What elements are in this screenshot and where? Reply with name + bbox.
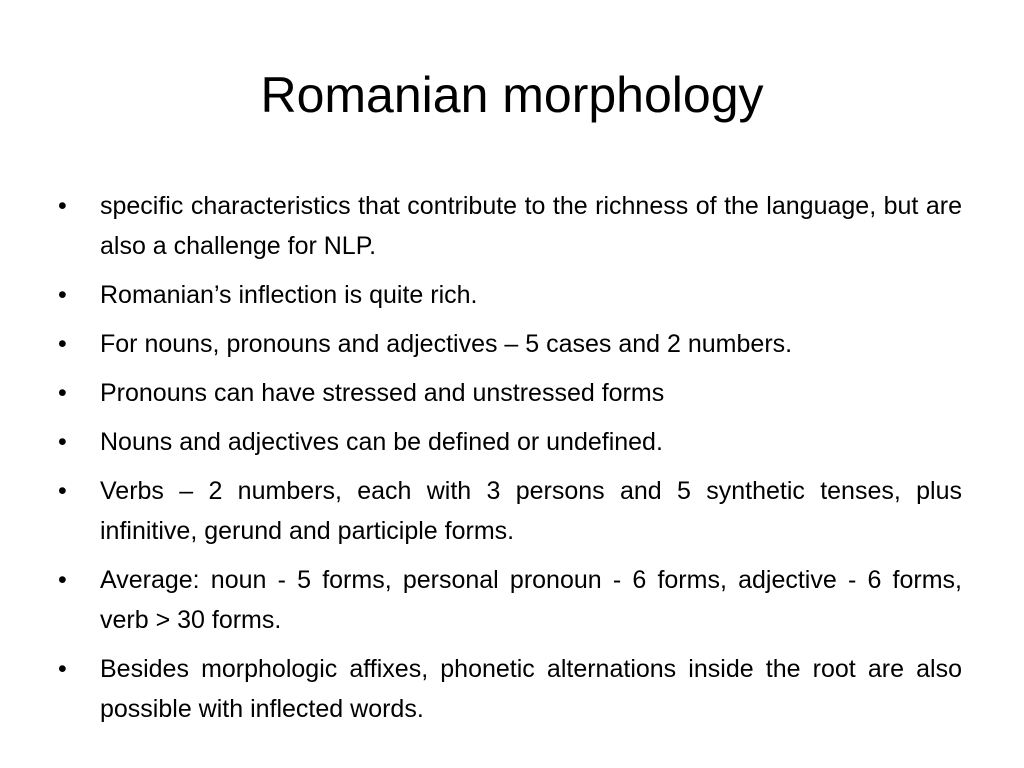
bullet-icon: • [58, 281, 67, 309]
bullet-icon: • [58, 566, 67, 594]
list-item [58, 373, 962, 413]
slide-title: Romanian morphology [260, 67, 764, 123]
list-item [58, 471, 962, 551]
bullet-text: Average: noun - 5 forms, personal pronoun - 6 forms, adjective - 6 forms, verb > 30 forms. [100, 566, 962, 634]
bullet-text: specific characteristics that contribute to the richness of the language, but are also a challenge for NLP. [100, 192, 962, 260]
list-item [58, 560, 962, 640]
bullet-text: For nouns, pronouns and adjectives – 5 cases and 2 numbers. [100, 330, 793, 358]
bullet-text: Romanian’s inflection is quite rich. [100, 281, 478, 309]
bullet-icon: • [58, 330, 67, 358]
bullet-text: Nouns and adjectives can be defined or undefined. [100, 428, 663, 456]
bullet-list [58, 186, 962, 738]
bullet-text: Verbs – 2 numbers, each with 3 persons and 5 synthetic tenses, plus infinitive, gerund and participle forms. [100, 477, 962, 545]
bullet-text: Besides morphologic affixes, phonetic alternations inside the root are also possible with inflected words. [100, 655, 962, 723]
list-item [58, 275, 962, 315]
bullet-icon: • [58, 379, 67, 407]
list-item [58, 649, 962, 729]
bullet-icon: • [58, 428, 67, 456]
bullet-icon: • [58, 192, 67, 220]
list-item [58, 186, 962, 266]
bullet-text: Pronouns can have stressed and unstressed forms [100, 379, 665, 407]
list-item [58, 422, 962, 462]
bullet-icon: • [58, 477, 67, 505]
list-item [58, 324, 962, 364]
bullet-icon: • [58, 655, 67, 683]
